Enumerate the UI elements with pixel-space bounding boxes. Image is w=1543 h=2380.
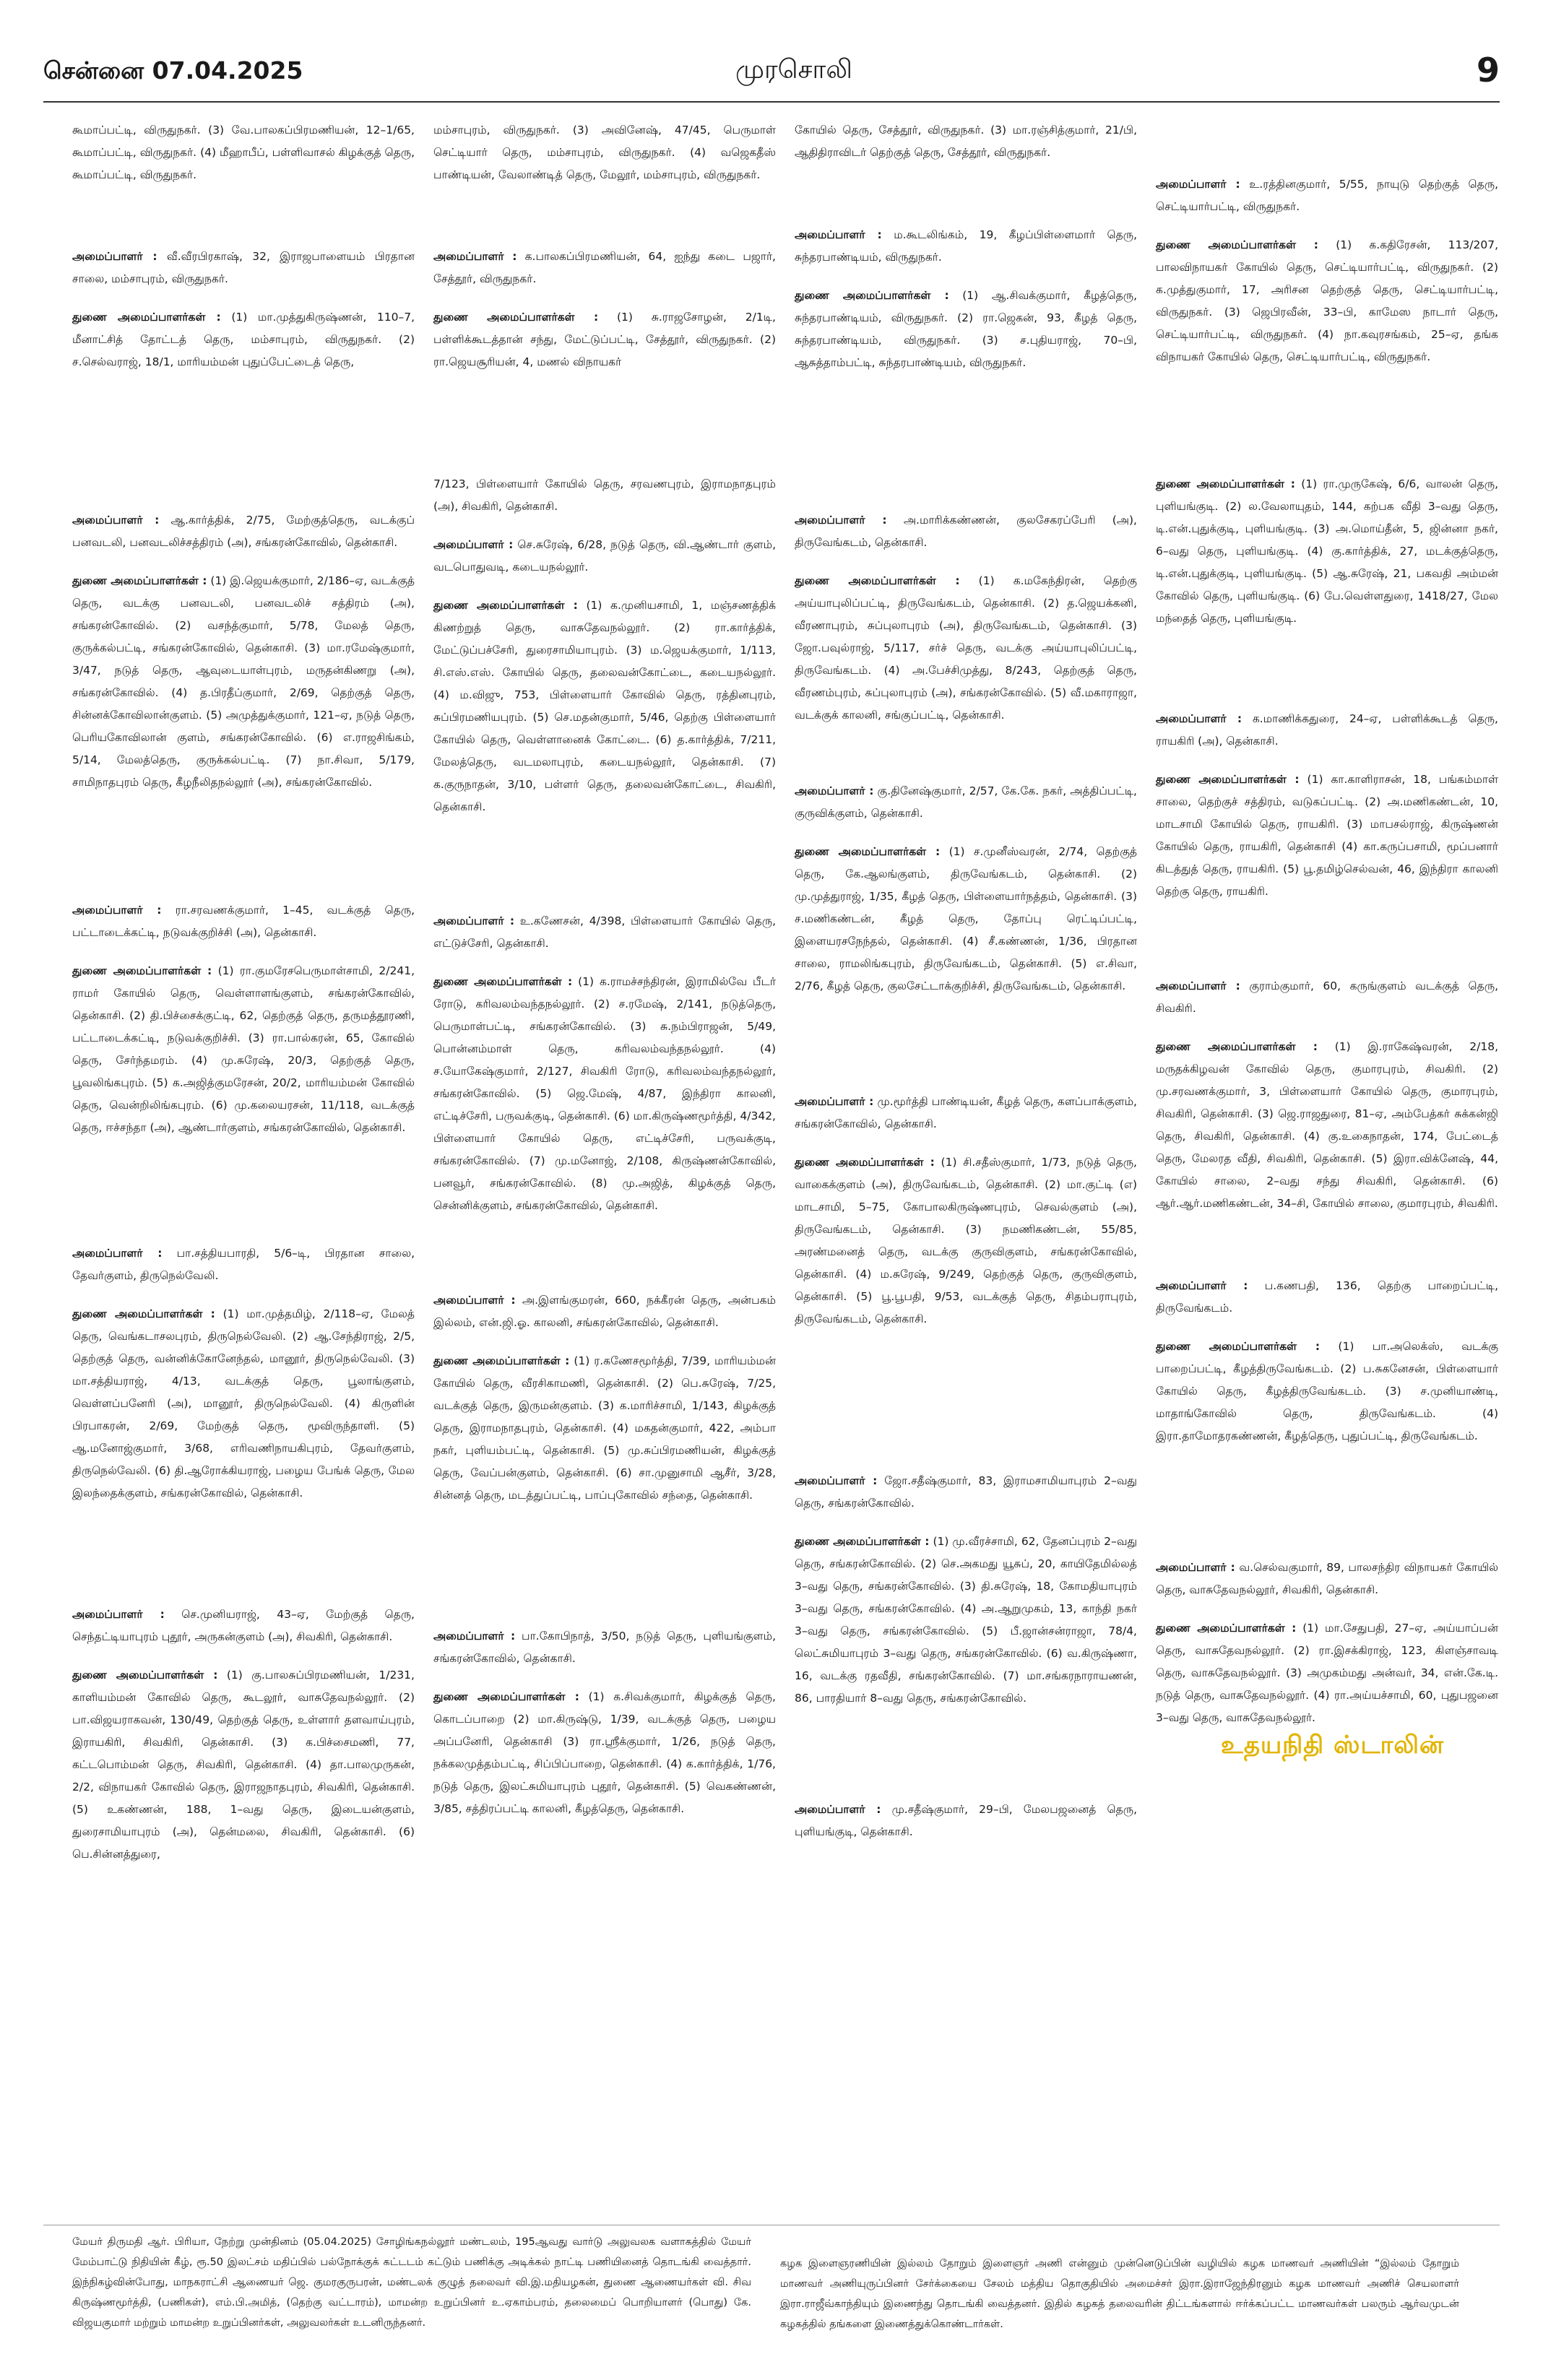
entry-text: (1) மு.வீரச்சாமி, 62, தேனப்புரம் 2–வது தெரு, சங்கரன்கோவில். (2) செ.அகமது யூசுப், 20, காயிதேமில்லத் 3–வது தெரு, சங்கரன்கோவில். (3) தி.சுரேஷ், 18, கோமதியாபுரம் 3–வது தெரு, சங்கரன்கோவில். (4) அ.ஆறுமுகம், 13, காந்தி நகர் 3–வது தெரு, சங்கரன்கோவில். (5) பீ.ஜான்சன்ராஜா, 78/4, லெட்சுமியாபுரம் 3–வது தெரு, சங்கரன்கோவில். (6) வ.கிருஷ்ணா, 16, வடக்கு ரதவீதி, சங்கரன்கோவில். (7) மா.சங்கரநாராயணன், 86, பாரதியார் 8–வது தெரு, சங்கரன்கோவில். (795, 1535, 1138, 1705)
primary-label: அமைப்பாளர் : (433, 914, 515, 927)
primary-entry (433, 1625, 776, 1670)
primary-label: அமைப்பாளர் : (795, 1095, 874, 1108)
deputy-entry (72, 570, 415, 794)
entry-text: (1) ச.முனீஸ்வரன், 2/74, தெற்குத் தெரு, கே.ஆலங்குளம், திருவேங்கடம், தென்காசி. (2) மு.முத்துராஜ், 1/35, கீழத் தெரு, பிள்ளையார்நத்தம், தென்காசி. (3) ச.மணிகண்டன், கீழத் தெரு, தோப்பு ரெட்டிப்பட்டி, இளையரசநேந்தல், தென்காசி. (4) சீ.கண்ணன், 1/36, பிரதான சாலை, ராமலிங்கபுரம், திருவேங்கடம், தென்காசி. (5) எ.சிவா, 2/76, கீழத் தெரு, குலசேட்டாக்குறிச்சி, திருவேங்கடம், தென்காசி. (795, 845, 1137, 992)
primary-entry (433, 246, 776, 290)
deputy-label: துணை அமைப்பாளர்கள் : (433, 599, 578, 612)
primary-entry (1156, 708, 1498, 753)
primary-label: அமைப்பாளர் : (1156, 1279, 1248, 1292)
entry-text: (1) சி.சதீஸ்குமார், 1/73, நடுத் தெரு, வாகைக்குளம் (அ), திருவேங்கடம், தென்காசி. (2) மா.குட்டி (எ) மாடசாமி, 5–75, கோபாலகிருஷ்ணபுரம், செவல்குளம் (அ), திருவேங்கடம், தென்காசி. (3) நமணிகண்டன், 55/85, அரண்மனைத் தெரு, வடக்கு குருவிகுளம், சங்கரன்கோவில், தென்காசி. (4) ம.சுரேஷ், 9/249, தெற்குத் தெரு, குருவிகுளம், தென்காசி. (5) பூ.பூபதி, 9/53, வடக்குத் தெரு, சிதம்பராபுரம், திருவேங்கடம், தென்காசி. (795, 1156, 1137, 1325)
column-4 (1156, 119, 1498, 2214)
deputy-entry (1156, 769, 1498, 903)
deputy-entry (72, 960, 415, 1139)
deputy-label: துணை அமைப்பாளர்கள் : (1156, 1622, 1297, 1635)
deputy-entry (433, 306, 776, 373)
deputy-entry (795, 841, 1137, 998)
newspaper-name: முரசொலி (735, 55, 852, 85)
appointment-block (1156, 1557, 1498, 1745)
continued-text (433, 473, 776, 518)
deputy-entry (72, 1664, 415, 1866)
deputy-entry (795, 570, 1137, 727)
entry-text: கோயில் தெரு, சேத்தூர், விருதுநகர். (3) மா.ரஞ்சித்குமார், 21/பி, ஆதிதிராவிடர் தெற்குத் தெரு, சேத்தூர், விருதுநகர். (795, 124, 1137, 159)
primary-entry (433, 534, 776, 579)
entry-text: (1) க.முனியசாமி, 1, மஞ்சணத்திக் கிணற்றுத் தெரு, வாசுதேவநல்லூர். (2) ரா.கார்த்திக், மேட்டுப்பச்சேரி, துரைசாமியாபுரம். (3) ம.ஜெயக்குமார், 1/113, சி.எஸ்.எஸ். கோயில் தெரு, தலைவன்கோட்டை, கடையநல்லூர். (4) ம.விஜு, 753, பிள்ளையார் கோவில் தெரு, ரத்தினபுரம், சுப்பிரமணியபுரம். (5) செ.மதன்குமார், 5/46, தெற்கு பிள்ளையார் கோயில் தெரு, வெள்ளானைக் கோட்டை. (6) த.கார்த்திக், 7/211, மேலத்தெரு, வடமலாபுரம், கடையநல்லூர், தென்காசி. (7) க.குருநாதன், 3/10, பள்ளர் தெரு, தலைவன்கோட்டை, சிவகிரி, தென்காசி. (433, 599, 777, 813)
appointment-block (72, 1604, 415, 1882)
entry-text: (1) ர.கணேசமூர்த்தி, 7/39, மாரியம்மன் கோயில் தெரு, வீரசிகாமணி, தென்காசி. (2) பெ.சுரேஷ், 7/25, வடக்குத் தெரு, இருமன்குளம். (3) க.மாரிச்சாமி, 1/143, கிழக்குத் தெரு, இராமநாதபுரம், தென்காசி. (4) மகதன்குமார், 422, அம்பா நகர், புளியம்பட்டி, தென்காசி. (5) மு.சுப்பிரமணியன், கிழக்குத் தெரு, வேப்பன்குளம், தென்காசி. (6) சா.முனுசாமி ஆசீர், 3/28, சின்னத் தெரு, மடத்துப்பட்டி, பாப்புகோவில் சந்தை, தென்காசி. (433, 1354, 777, 1502)
deputy-label: துணை அமைப்பாளர்கள் : (72, 311, 221, 324)
primary-entry (795, 224, 1137, 269)
primary-entry (72, 1604, 415, 1648)
entry-text: வீ.வீரபிரகாஷ், 32, இராஜபாளையம் பிரதான சாலை, மம்சாபுரம், விருதுநகர். (72, 250, 415, 285)
deputy-entry (795, 1531, 1137, 1710)
deputy-label: துணை அமைப்பாளர்கள் : (795, 289, 949, 302)
entry-text: ம.கூடலிங்கம், 19, கீழப்பிள்ளைமார் தெரு, சுந்தரபாண்டியம், விருதுநகர். (795, 228, 1137, 264)
primary-label: அமைப்பாளர் : (72, 904, 162, 917)
appointment-block (1156, 708, 1498, 919)
entry-text: (1) மா.சேதுபதி, 27–ஏ, அய்யாப்பன் தெரு, வாசுதேவநல்லூர். (2) ரா.இசக்கிராஜ், 123, கிளஞ்சாவடி தெரு, வாசுதேவநல்லூர். (3) அமுகம்மது அன்வர், 34, என்.கே.டி. நடுத் தெரு, வாசுதேவநல்லூர். (4) ரா.அய்யச்சாமி, 60, புதுபஜனை 3–வது தெரு, வாசுதேவநல்லூர். (1156, 1622, 1498, 1724)
appointment-block (795, 119, 1137, 180)
appointment-block (433, 119, 776, 202)
entry-text: உ.கணேசன், 4/398, பிள்ளையார் கோயில் தெரு, எட்டுச்சேரி, தென்காசி. (433, 914, 777, 950)
deputy-entry (1156, 234, 1498, 368)
deputy-label: துணை அமைப்பாளர்கள் : (433, 311, 599, 324)
primary-label: அமைப்பாளர் : (1156, 712, 1242, 725)
primary-entry (72, 899, 415, 944)
primary-entry (795, 1799, 1137, 1843)
appointment-block (433, 246, 776, 389)
deputy-label: துணை அமைப்பாளர்கள் : (72, 1307, 215, 1320)
appointment-block (72, 899, 415, 1155)
entry-text: உ.ரத்தினகுமார், 5/55, நாயுடு தெற்குத் தெரு, செட்டியார்பட்டி, விருதுநகர். (1156, 178, 1498, 213)
primary-label: அமைப்பாளர் : (433, 1630, 516, 1643)
primary-label: அமைப்பாளர் : (795, 228, 882, 241)
entry-text: குராம்குமார், 60, கருங்குளம் வடக்குத் தெரு, சிவகிரி. (1156, 979, 1498, 1015)
appointment-block (433, 473, 776, 834)
appointment-block (1156, 1275, 1498, 1463)
continued-text (433, 119, 776, 186)
primary-label: அமைப்பாளர் : (1156, 178, 1240, 191)
deputy-label: துணை அமைப்பாளர்கள் : (795, 1535, 930, 1548)
entry-text: கூமாப்பட்டி, விருதுநகர். (3) வே.பாலகப்பிரமணியன், 12–1/65, கூமாப்பட்டி, விருதுநகர். (4) மீஹாபீப், பள்ளிவாசல் கிழக்குத் தெரு, கூமாப்பட்டி, விருதுநகர். (72, 124, 415, 181)
appointment-block (72, 246, 415, 389)
primary-label: அமைப்பாளர் : (1156, 979, 1240, 992)
footer-news-left: மேயர் திருமதி ஆர். பிரியா, நேற்று முன்தினம் (05.04.2025) சோழிங்கநல்லூர் மண்டலம், 195ஆவது வார்டு அலுவலக வளாகத்தில் மேயர் மேம்பாட்டு நிதியின் கீழ், ரூ.50 இலட்சம் மதிப்பில் பல்நோக்குக் கட்டடம் கட்டும் பணிக்கு அடிக்கல் நாட்டி பணியினைத் தொடங்கி வைத்தார். இந்நிகழ்வின்போது, மாநகராட்சி ஆணையர் ஜெ. குமரகுருபரன், மண்டலக் குழுத் தலைவர் வி.இ.மதியழகன், துணை ஆணையர்கள் வி. சிவ கிருஷ்ணமூர்த்தி, (பணிகள்), எம்.பி.அமித், (தெற்கு வட்டாரம்), மாமன்ற உறுப்பினர் உ.ஏகாம்பரம், தலைமைப் பொறியாளர் (பொது) கே. விஜயகுமார் மற்றும் மாமன்ற உறுப்பினர்கள், அலுவலர்கள் உடனிருந்தனர். (72, 2236, 751, 2329)
primary-entry (1156, 173, 1498, 218)
primary-entry (72, 509, 415, 554)
deputy-entry (433, 1350, 776, 1507)
primary-entry (795, 1091, 1137, 1135)
entry-text: ஆ.கார்த்திக், 2/75, மேற்குத்தெரு, வடக்குப் பனவடலி, பனவடலிச்சத்திரம் (அ), சங்கரன்கோவில், தென்காசி. (72, 514, 415, 549)
appointment-block (72, 509, 415, 810)
primary-entry (72, 246, 415, 290)
entry-text: க.மாணிக்கதுரை, 24–ஏ, பள்ளிக்கூடத் தெரு, ராயகிரி (அ), தென்காசி. (1156, 712, 1498, 748)
footer-news-right: கழக இளைஞரணியின் இல்லம் தோறும் இளைஞர் அணி என்னும் முன்னெடுப்பின் வழியில் கழக மாணவர் அணியின் “இல்லம் தோறும் மாணவர் அணியுருப்பினர் சேர்க்கையை சேலம் மத்திய தொகுதியில் அமைச்சர் இரா.இராஜேந்திரனும் கழக மாணவர் அணிச் செயலாளர் இரா.ராஜீவ்காந்தியும் இணைந்து தொடங்கி வைத்தனர். இதில் கழகத் தலைவரின் திட்டங்களால் ஈர்க்கப்பட்ட மாணவர்கள் பலரும் ஆர்வமுடன் கழகத்தில் தங்களை இணைத்துக்கொண்டார்கள். (780, 2258, 1459, 2330)
deputy-entry (72, 1303, 415, 1505)
appointment-block (433, 1625, 776, 1836)
primary-label: அமைப்பாளர் : (795, 1474, 878, 1487)
primary-label: அமைப்பாளர் : (72, 1608, 165, 1621)
entry-text: கு.தினேஷ்குமார், 2/57, கே.கே. நகர், அத்திப்பட்டி, குருவிக்குளம், தென்காசி. (795, 784, 1137, 820)
continued-text (72, 119, 415, 186)
deputy-entry (795, 1151, 1137, 1330)
primary-entry (1156, 1557, 1498, 1601)
primary-entry (1156, 1275, 1498, 1320)
deputy-label: துணை அமைப்பாளர்கள் : (795, 574, 960, 587)
deputy-label: துணை அமைப்பாளர்கள் : (795, 845, 941, 858)
entry-text: (1) ரா.முருகேஷ், 6/6, வாலன் தெரு, புளியங்குடி. (2) ல.வேலாயுதம், 144, கற்பக வீதி 3–வது தெரு, டி.என்.புதுக்குடி, புளியங்குடி. (3) அ.மொய்தீன், 5, ஜின்னா நகர், 6–வது தெரு, புளியங்குடி. (4) கு.கார்த்திக், 27, மடக்குத்தெரு, டி.என்.புதுக்குடி, புளியங்குடி. (5) ஆ.சுரேஷ், 21, பகவதி அம்மன் கோவில் தெரு, புளியங்குடி. (6) பே.வெள்ளதுரை, 1418/27, மேல மந்தைத் தெரு, புளியங்குடி. (1156, 477, 1499, 625)
deputy-label: துணை அமைப்பாளர்கள் : (72, 574, 207, 587)
entry-text: (1) பா.அலெக்ஸ், வடக்கு பாறைப்பட்டி, கீழத்திருவேங்கடம். (2) ப.சுகனேசன், பிள்ளையார் கோயில் தெரு, கீழத்திருவேங்கடம். (3) ச.முனியாண்டி, மாதாங்கோவில் தெரு, திருவேங்கடம். (4) இரா.தாமோதரகண்ணன், கீழத்தெரு, புதுப்பட்டி, திருவேங்கடம். (1156, 1340, 1498, 1442)
appointment-block (1156, 473, 1498, 646)
entry-text: (1) கு.பாலசுப்பிரமணியன், 1/231, காளியம்மன் கோவில் தெரு, கூடலூர், வாசுதேவநல்லூர். (2) பா.விஜயராகவன், 130/49, தெற்குத் தெரு, உள்ளார் தளவாய்புரம், இராயகிரி, சிவகிரி, தென்காசி. (3) க.பிச்சைமணி, 77, கட்டபொம்மன் தெரு, சிவகிரி, தென்காசி. (4) தா.பாலமுருகன், 2/2, விநாயகர் கோவில் தெரு, இராஜநாதபுரம், சிவகிரி, தென்காசி. (5) உகண்ணன், 188, 1–வது தெரு, இடையன்குளம், துரைசாமியாபுரம் (அ), தென்மலை, சிவகிரி, தென்காசி. (6) பெ.சின்னத்துரை, (72, 1669, 415, 1861)
entry-text: அ.மாரிக்கண்ணன், குலசேகரப்பேரி (அ), திருவேங்கடம், தென்காசி. (795, 514, 1137, 549)
entry-text: மு.மூர்த்தி பாண்டியன், கீழத் தெரு, களப்பாக்குளம், சங்கரன்கோவில், தென்காசி. (795, 1095, 1137, 1130)
entry-text: 7/123, பிள்ளையார் கோயில் தெரு, சரவணபுரம், இராமநாதபுரம் (அ), சிவகிரி, தென்காசி. (433, 477, 776, 513)
entry-text: (1) மா.முத்தமிழ், 2/118–ஏ, மேலத் தெரு, வெங்கடாசலபுரம், திருநெல்வேலி. (2) ஆ.சேந்திராஜ், 2/5, தெற்குத் தெரு, வன்னிக்கோனேந்தல், மானூர், திருநெல்வேலி. (3) மா.சத்தியராஜ், 4/13, வடக்குத் தெரு, பூலாங்குளம், வெள்ளப்பனேரி (அ), மானூர், திருநெல்வேலி. (4) கிருளின் பிரபாகரன், 2/69, மேற்குத் தெரு, மூவிருந்தாளி. (5) ஆ.மனோஜ்குமார், 3/68, எரிவணிநாயகிபுரம், தேவர்குளம், திருநெல்வேலி. (6) தி.ஆரோக்கியராஜ், பழைய பேங்க் தெரு, மேல இலந்தைக்குளம், சங்கரன்கோவில், தென்காசி. (72, 1307, 415, 1500)
entry-text: (1) க.ராமச்சந்திரன், இராமில்வே பீடர் ரோடு, கரிவலம்வந்தநல்லூர். (2) ச.ரமேஷ், 2/141, நடுத்தெரு, பெருமாள்பட்டி, சங்கரன்கோவில். (3) சு.நம்பிராஜன், 5/49, பொன்னம்மாள் தெரு, கரிவலம்வந்தநல்லூர். (4) ச.யோகேஷ்குமார், 2/127, சிவகிரி ரோடு, கரிவலம்வந்தநல்லூர், சங்கரன்கோவில். (5) ஜெ.மேஷ், 4/87, இந்திரா காலனி, எட்டிச்சேரி, பருவக்குடி, தென்காசி. (6) மா.கிருஷ்ணமூர்த்தி, 4/342, பிள்ளையார் கோயில் தெரு, எட்டிச்சேரி, பருவக்குடி, சங்கரன்கோவில். (7) மு.மனோஜ், 2/108, கிருஷ்ணன்கோவில், பனவூர், சங்கரன்கோவில். (8) மு.அஜித், கிழக்குத் தெரு, சென்னிக்குளம், சங்கரன்கோவில், தென்காசி. (433, 975, 776, 1212)
appointment-block (433, 1289, 776, 1523)
entry-text: செ.முனியராஜ், 43–ஏ, மேற்குத் தெரு, செந்தட்டியாபுரம் புதூர், அருகன்குளம் (அ), சிவகிரி, தென்காசி. (72, 1608, 415, 1643)
entry-text: (1) இ.ஜெயக்குமார், 2/186–ஏ, வடக்குத் தெரு, வடக்கு பனவடலி, பனவடலிச் சத்திரம் (அ), சங்கரன்கோவில். (2) வசந்த்குமார், 5/78, மேலத் தெரு, குருக்கல்பட்டி, சங்கரன்கோவில், தென்காசி. (3) மா.ரமேஷ்குமார், 3/47, நடுத் தெரு, ஆவுடையாள்புரம், மருதன்கிணறு (அ), சங்கரன்கோவில். (4) த.பிரதீப்குமார், 2/69, தெற்குத் தெரு, சின்னக்கோவிலான்குளம். (5) அமுத்துக்குமார், 121–ஏ, நடுத் தெரு, பெரியகோவிலான் குளம், சங்கரன்கோவில். (6) எ.ராஜசிங்கம், 5/14, மேலத்தெரு, குருக்கல்பட்டி. (7) நா.சிவா, 5/179, சாமிநாதபுரம் தெரு, கீழநீலிதநல்லூர் (அ), சங்கரன்கோவில். (72, 574, 415, 789)
header-rule (43, 101, 1500, 103)
deputy-label: துணை அமைப்பாளர்கள் : (433, 975, 573, 988)
column-3 (795, 119, 1137, 2214)
deputy-entry (795, 285, 1137, 374)
continued-text (795, 119, 1137, 164)
deputy-label: துணை அமைப்பாளர்கள் : (795, 1156, 935, 1169)
entry-text: (1) இ.ராகேஷ்வரன், 2/18, மருதக்கிழவன் கோவில் தெரு, குமாரபுரம், சிவகிரி. (2) மு.சரவணக்குமார், 3, பிள்ளையார் கோயில் தெரு, குமாரபுரம், சிவகிரி, தென்காசி. (3) ஜெ.ராஜதுரை, 81–ஏ, அம்பேத்கர் சுக்கன்ஜி தெரு, சிவகிரி, தென்காசி. (4) கு.உகைநாதன், 174, பேட்டைத் தெரு, மேலரத வீதி, சிவகிரி, தென்காசி. (5) இரா.விக்னேஷ், 44, கோயில் சாலை, 2–வது சந்து சிவகிரி, தென்காசி. (6) ஆர்.ஆர்.மணிகண்டன், 34–சி, கோயில் சாலை, குமாரபுரம், சிவகிரி. (1156, 1040, 1499, 1210)
entry-text: மு.சதீஷ்குமார், 29–பி, மேலபஜனைத் தெரு, புளியங்குடி, தென்காசி. (795, 1803, 1137, 1838)
deputy-entry (1156, 1617, 1498, 1729)
entry-text: (1) ரா.குமரேசபெருமாள்சாமி, 2/241, ராமர் கோயில் தெரு, வெள்ளாளங்குளம், சங்கரன்கோவில், தென்காசி. (2) தி.பிச்சைக்குட்டி, 62, தெற்குத் தெரு, தருமத்தூரணி, பட்டாடைக்கட்டி, நடுவக்குறிச்சி. (3) ரா.பால்கரன், 65, கோவில் தெரு, சேர்ந்தமரம். (4) மு.சுரேஷ், 20/3, தெற்குத் தெரு, பூவலிங்கபுரம். (5) க.அஜித்குமரேசன், 20/2, மாரியம்மன் கோவில் தெரு, வென்றிலிங்கபுரம். (6) மு.கலையரசன், 11/118, வடக்குத் தெரு, ஈச்சந்தா (அ), ஆண்டார்குளம், சங்கரன்கோவில், தென்காசி. (72, 964, 415, 1134)
entry-text: அ.இளங்குமரன், 660, நக்கீரன் தெரு, அன்பகம் இல்லம், என்.ஜி.ஓ. காலனி, சங்கரன்கோவில், தென்காசி. (433, 1294, 776, 1329)
entry-text: (1) கா.காளிராசன், 18, பங்கம்மாள் சாலை, தெற்குச் சத்திரம், வடுகப்பட்டி. (2) அ.மணிகண்டன், 10, மாடசாமி கோயில் தெரு, ராயகிரி. (3) மாபசல்ராஜ், கிருஷ்ணன் கோயில் தெரு, ராயகிரி, தென்காசி (4) கா.கருப்பசாமி, மூப்பனார் கிடத்துத் தெரு, ராயகிரி. (5) பூ.தமிழ்செல்வன், 46, இந்திரா காலனி தெற்கு தெரு, ராயகிரி. (1156, 773, 1498, 898)
entry-text: செ.சுரேஷ், 6/28, நடுத் தெரு, வி.ஆண்டார் குளம், வடபொதுவடி, கடையநல்லூர். (433, 538, 776, 574)
deputy-entry (1156, 1336, 1498, 1448)
appointment-block (1156, 173, 1498, 384)
appointment-block (795, 1799, 1137, 1859)
entry-text: வ.செல்வகுமார், 89, பாலசந்திர விநாயகர் கோயில் தெரு, வாசுதேவநல்லூர், சிவகிரி, தென்காசி. (1156, 1561, 1498, 1596)
primary-entry (795, 509, 1137, 554)
entry-text: பா.கோபிநாத், 3/50, நடுத் தெரு, புளியங்குளம், சங்கரன்கோவில், தென்காசி. (433, 1630, 776, 1665)
column-1 (72, 119, 415, 2214)
entry-text: மம்சாபுரம், விருதுநகர். (3) அவினேஷ், 47/45, பெருமாள் செட்டியார் தெரு, மம்சாபுரம், விருதுநகர். (4) வஜெகதீஸ் பாண்டியன், வேலாண்டித் தெரு, மேலூர், மம்சாபுரம், விருதுநகர். (433, 124, 776, 181)
primary-label: அமைப்பாளர் : (433, 538, 514, 551)
entry-text: (1) க.மகேந்திரன், தெற்கு அய்யாபுலிப்பட்டி, திருவேங்கடம், தென்காசி. (2) த.ஜெயக்கனி, வீரணாபுரம், சுப்புலாபுரம் (அ), திருவேங்கடம், தென்காசி. (3) ஜோ.பவுல்ராஜ், 5/117, சர்ச் தெரு, வடக்கு அய்யாபுலிப்பட்டி, திருவேங்கடம். (4) அ.பேச்சிமுத்து, 8/243, தெற்குத் தெரு, வீரணம்புரம், சுப்புலாபுரம் (அ), சங்கரன்கோவில். (5) வீ.மகாராஜா, வடக்குக் காலனி, சங்குப்பட்டி, தென்காசி. (795, 574, 1137, 722)
deputy-entry (72, 306, 415, 373)
entry-text: (1) சு.ராஜசோழன், 2/1டி, பள்ளிக்கூடத்தான் சந்து, மேட்டுப்பட்டி, சேத்தூர், விருதுநகர். (2) ரா.ஜெயசூரியன், 4, மணல் விநாயகர் (433, 311, 776, 368)
primary-label: அமைப்பாளர் : (1156, 1561, 1235, 1574)
primary-entry (433, 1289, 776, 1334)
primary-label: அமைப்பாளர் : (72, 514, 160, 527)
appointment-block (1156, 975, 1498, 1231)
appointment-block (795, 224, 1137, 390)
issue-date: சென்னை 07.04.2025 (43, 56, 303, 85)
primary-label: அமைப்பாளர் : (433, 250, 517, 263)
deputy-entry (433, 1686, 776, 1820)
primary-label: அமைப்பாளர் : (795, 784, 874, 797)
deputy-label: துணை அமைப்பாளர்கள் : (72, 964, 212, 977)
deputy-entry (433, 971, 776, 1217)
entry-text: (1) க.கதிரேசன், 113/207, பாலவிநாயகர் கோயில் தெரு, செட்டியார்பட்டி, விருதுநகர். (2) க.முத்துகுமார், 17, அரிசன தெற்குத் தெரு, செட்டியார்பட்டி, விருதுநகர். (3) ஜெபிரவீன், 33–பி, காமேஸ நாடார் தெரு, செட்டியார்பட்டி, விருதுநகர். (4) நா.கவுரசங்கம், 25–ஏ, தங்க விநாயகர் கோயில் தெரு, செட்டியார்பட்டி, விருதுநகர். (1156, 238, 1499, 363)
primary-label: அமைப்பாளர் : (795, 1803, 881, 1816)
appointment-block (795, 780, 1137, 1013)
appointment-block (433, 910, 776, 1233)
column-2 (433, 119, 776, 2214)
appointment-block (795, 1091, 1137, 1346)
primary-label: அமைப்பாளர் : (795, 514, 887, 527)
deputy-label: துணை அமைப்பாளர்கள் : (433, 1690, 579, 1703)
deputy-label: துணை அமைப்பாளர்கள் : (1156, 477, 1295, 490)
signature-name: உதயநிதி ஸ்டாலின் (1221, 1731, 1444, 1760)
entry-text: (1) ஆ.சிவக்குமார், கீழத்தெரு, சுந்தரபாண்டியம், விருதுநகர். (2) ரா.ஜெகன், 93, கீழத் தெரு, சுந்தரபாண்டியம், விருதுநகர். (3) ச.புதியராஜ், 70–பி, ஆசுத்தாம்பட்டி, சுந்தரபாண்டியம், விருதுநகர். (795, 289, 1137, 369)
deputy-label: துணை அமைப்பாளர்கள் : (1156, 238, 1318, 251)
primary-label: அமைப்பாளர் : (72, 250, 157, 263)
deputy-label: துணை அமைப்பாளர்கள் : (1156, 1340, 1321, 1353)
entry-text: (1) க.சிவக்குமார், கிழக்குத் தெரு, கொடப்பாறை (2) மா.கிருஷ்டு, 1/39, வடக்குத் தெரு, பழைய அப்பனேரி, தென்காசி (3) ரா.ஸ்ரீக்குமார், 1/26, நடுத் தெரு, நக்கலமுத்தம்பட்டி, சிப்பிப்பாறை, தென்காசி. (4) க.கார்த்திக், 1/76, நடுத் தெரு, இலட்சுமியாபுரம் புதூர், தென்காசி. (5) வெகண்ணன், 3/85, சத்திரப்பட்டி காலனி, கீழத்தெரு, தென்காசி. (433, 1690, 776, 1815)
page-number: 9 (1476, 51, 1500, 90)
entry-text: (1) மா.முத்துகிருஷ்ணன், 110–7, மீனாட்சித் தோட்டத் தெரு, மம்சாபுரம், விருதுநகர். (2) ச.செல்வராஜ், 18/1, மாரியம்மன் புதுப்பேட்டைத் தெரு, (72, 311, 415, 368)
primary-entry (72, 1242, 415, 1287)
deputy-label: துணை அமைப்பாளர்கள் : (72, 1669, 218, 1682)
deputy-entry (1156, 473, 1498, 630)
entry-text: க.பாலகப்பிரமணியன், 64, ஐந்து கடை பஜார், சேத்தூர், விருதுநகர். (433, 250, 776, 285)
deputy-label: துணை அமைப்பாளர்கள் : (1156, 773, 1300, 786)
appointment-block (72, 119, 415, 202)
entry-text: ப.கணபதி, 136, தெற்கு பாறைப்பட்டி, திருவேங்கடம். (1156, 1279, 1498, 1315)
primary-entry (433, 910, 776, 955)
masthead (43, 51, 1500, 94)
deputy-label: துணை அமைப்பாளர்கள் : (1156, 1040, 1318, 1053)
entry-text: ரா.சரவணக்குமார், 1–45, வடக்குத் தெரு, பட்டாடைக்கட்டி, நடுவக்குறிச்சி (அ), தென்காசி. (72, 904, 415, 939)
primary-label: அமைப்பாளர் : (72, 1247, 163, 1260)
deputy-entry (1156, 1036, 1498, 1215)
entry-text: பா.சத்தியபாரதி, 5/6–டி, பிரதான சாலை, தேவர்குளம், திருநெல்வேலி. (72, 1247, 415, 1282)
deputy-entry (433, 594, 776, 818)
appointment-block (795, 1470, 1137, 1726)
appointment-block (72, 1242, 415, 1520)
primary-entry (795, 1470, 1137, 1515)
entry-text: ஜோ.சதீஷ்குமார், 83, இராமசாமியாபுரம் 2–வது தெரு, சங்கரன்கோவில். (795, 1474, 1137, 1510)
primary-entry (795, 780, 1137, 825)
primary-label: அமைப்பாளர் : (433, 1294, 516, 1307)
appointment-block (795, 509, 1137, 743)
primary-entry (1156, 975, 1498, 1020)
deputy-label: துணை அமைப்பாளர்கள் : (433, 1354, 570, 1367)
